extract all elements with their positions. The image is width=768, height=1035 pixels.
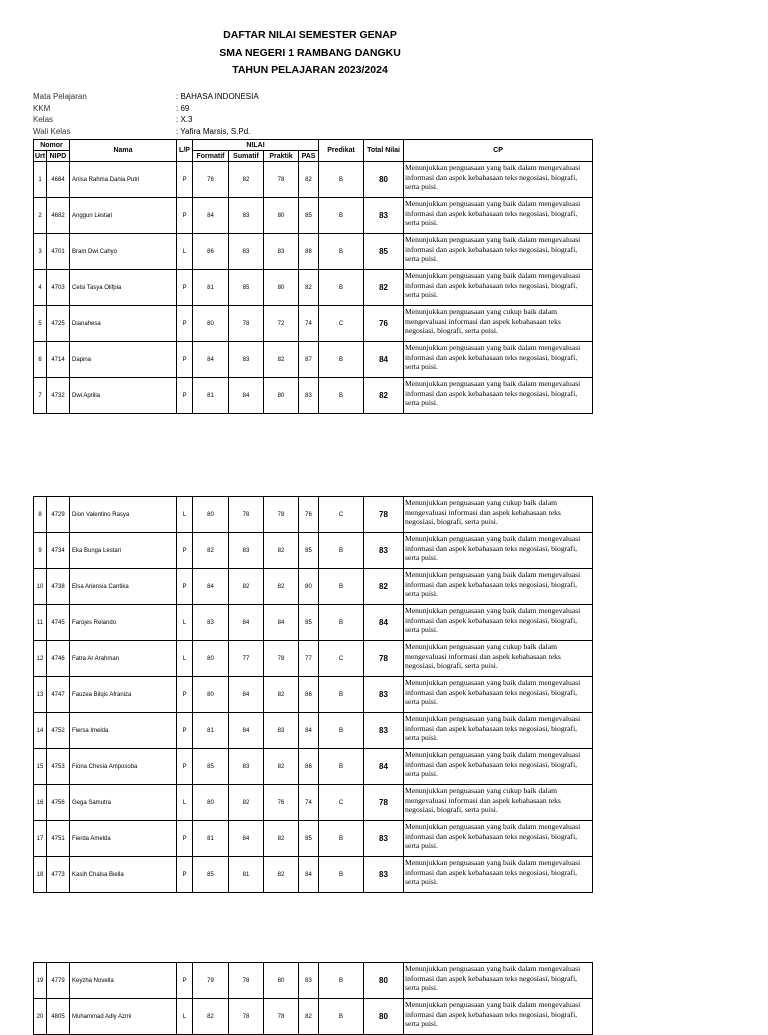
document-title [0,27,620,80]
cell-pas: 85 [299,198,319,234]
cell-nipd: 4751 [47,821,70,857]
cell-lp: P [177,342,193,378]
cell-sumatif: 83 [229,234,264,270]
student-row [34,497,593,533]
cell-cp [404,306,593,342]
cell-sumatif: 78 [229,963,264,999]
cell-pas: 76 [299,497,319,533]
meta-info [33,91,259,137]
cell-total-nilai: 82 [364,569,404,605]
cell-total-nilai: 84 [364,605,404,641]
cell-cp [404,378,593,414]
cell-urt: 5 [34,306,47,342]
cell-nama: Gega Samutra [70,785,177,821]
cp-text: Menunjukkan penguasaan yang baik dalam mengevaluasi informasi dan aspek kebahasaan teks negosiasi, biografi, serta puisi. [405,606,581,635]
cell-sumatif: 78 [229,497,264,533]
cell-predikat: B [319,270,364,306]
cell-urt: 20 [34,999,47,1035]
cell-nipd: 4747 [47,677,70,713]
cell-predikat: B [319,821,364,857]
cell-total-nilai: 78 [364,641,404,677]
cell-pas: 77 [299,641,319,677]
cell-urt: 9 [34,533,47,569]
cell-cp [404,342,593,378]
meta-value: : BAHASA INDONESIA [176,92,259,101]
cell-pas: 82 [299,999,319,1035]
cp-text: Menunjukkan penguasaan yang baik dalam mengevaluasi informasi dan aspek kebahasaan teks negosiasi, biografi, serta puisi. [405,271,581,300]
header-lp: L/P [177,140,193,162]
cell-sumatif: 82 [229,569,264,605]
cell-sumatif: 83 [229,749,264,785]
cp-text: Menunjukkan penguasaan yang baik dalam mengevaluasi informasi dan aspek kebahasaan teks negosiasi, biografi, serta puisi. [405,822,581,851]
cell-predikat: B [319,713,364,749]
cell-urt: 4 [34,270,47,306]
cell-urt: 2 [34,198,47,234]
cell-praktik: 82 [264,342,299,378]
cell-predikat: B [319,857,364,893]
cell-nama: Anisa Rahma Dania Putri [70,162,177,198]
cell-total-nilai: 85 [364,234,404,270]
cell-pas: 86 [299,677,319,713]
cp-text: Menunjukkan penguasaan yang baik dalam mengevaluasi informasi dan aspek kebahasaan teks negosiasi, biografi, serta puisi. [405,964,581,993]
cell-lp: P [177,270,193,306]
cell-praktik: 80 [264,378,299,414]
cell-pas: 82 [299,162,319,198]
cell-pas: 74 [299,785,319,821]
header-cp: CP [404,140,593,162]
cell-cp [404,713,593,749]
cell-cp [404,999,593,1035]
cell-total-nilai: 83 [364,857,404,893]
cell-nama: Bram Dwi Cahyo [70,234,177,270]
cell-pas: 88 [299,234,319,270]
student-row [34,677,593,713]
cell-nipd: 4701 [47,234,70,270]
cell-nama: Anggun Lestari [70,198,177,234]
cell-sumatif: 85 [229,270,264,306]
cell-predikat: B [319,533,364,569]
cell-lp: L [177,785,193,821]
cell-praktik: 80 [264,198,299,234]
cp-text: Menunjukkan penguasaan yang baik dalam mengevaluasi informasi dan aspek kebahasaan teks negosiasi, biografi, serta puisi. [405,379,581,408]
grade-table [33,139,593,414]
cell-nipd: 4734 [47,533,70,569]
cell-formatif: 80 [193,785,229,821]
cp-text: Menunjukkan penguasaan yang baik dalam mengevaluasi informasi dan aspek kebahasaan teks negosiasi, biografi, serta puisi. [405,678,581,707]
student-row [34,605,593,641]
cell-cp [404,785,593,821]
cell-predikat: C [319,306,364,342]
cell-lp: P [177,533,193,569]
cell-sumatif: 78 [229,999,264,1035]
student-row [34,306,593,342]
student-row [34,749,593,785]
cell-total-nilai: 80 [364,162,404,198]
student-row [34,785,593,821]
cell-nama: Dapina [70,342,177,378]
cell-predikat: B [319,569,364,605]
cell-predikat: C [319,785,364,821]
cell-pas: 85 [299,533,319,569]
cell-praktik: 82 [264,749,299,785]
cell-sumatif: 83 [229,533,264,569]
cell-formatif: 84 [193,342,229,378]
cell-predikat: B [319,999,364,1035]
cell-nipd: 4756 [47,785,70,821]
cell-formatif: 83 [193,605,229,641]
cell-nama: Dion Valentino Rasya [70,497,177,533]
cell-nipd: 4753 [47,749,70,785]
cell-sumatif: 77 [229,641,264,677]
cell-lp: P [177,713,193,749]
cell-predikat: B [319,378,364,414]
cell-predikat: B [319,677,364,713]
cell-pas: 84 [299,713,319,749]
student-row [34,569,593,605]
cp-text: Menunjukkan penguasaan yang baik dalam mengevaluasi informasi dan aspek kebahasaan teks negosiasi, biografi, serta puisi. [405,1000,581,1029]
cell-nama: Kasih Chalsa Biella [70,857,177,893]
cell-nipd: 4738 [47,569,70,605]
cell-lp: P [177,857,193,893]
cell-lp: P [177,821,193,857]
cp-text: Menunjukkan penguasaan yang cukup baik dalam mengevaluasi informasi dan aspek kebahasaan teks negosiasi, biografi, serta puisi. [405,642,561,671]
cp-text: Menunjukkan penguasaan yang baik dalam mengevaluasi informasi dan aspek kebahasaan teks negosiasi, biografi, serta puisi. [405,163,581,192]
cell-lp: P [177,198,193,234]
cell-total-nilai: 78 [364,497,404,533]
cell-cp [404,569,593,605]
cell-urt: 17 [34,821,47,857]
cell-praktik: 80 [264,963,299,999]
cp-text: Menunjukkan penguasaan yang baik dalam mengevaluasi informasi dan aspek kebahasaan teks negosiasi, biografi, serta puisi. [405,714,581,743]
cp-text: Menunjukkan penguasaan yang cukup baik dalam mengevaluasi informasi dan aspek kebahasaan teks negosiasi, biografi, serta puisi. [405,498,561,527]
meta-label: KKM [33,103,51,113]
cell-lp: P [177,306,193,342]
student-row [34,963,593,999]
header-predikat: Predikat [319,140,364,162]
header-formatif: Formatif [193,151,229,162]
cell-pas: 84 [299,857,319,893]
cell-formatif: 78 [193,162,229,198]
cell-nama: Dwi Aprilia [70,378,177,414]
cell-urt: 13 [34,677,47,713]
cell-cp [404,749,593,785]
cell-lp: P [177,569,193,605]
cell-nipd: 4682 [47,198,70,234]
cell-cp [404,857,593,893]
cell-cp [404,677,593,713]
header-nipd: NIPD [47,151,70,162]
cp-text: Menunjukkan penguasaan yang baik dalam mengevaluasi informasi dan aspek kebahasaan teks negosiasi, biografi, serta puisi. [405,199,581,228]
header-nomor: Nomor [34,140,70,151]
cell-total-nilai: 80 [364,999,404,1035]
cell-cp [404,234,593,270]
cell-total-nilai: 84 [364,749,404,785]
meta-row [33,91,259,103]
cell-total-nilai: 76 [364,306,404,342]
meta-label: Mata Pelajaran [33,92,87,101]
cell-praktik: 83 [264,713,299,749]
cell-nama: Celsi Tasya Olifpia [70,270,177,306]
cell-sumatif: 84 [229,378,264,414]
meta-value: : X.3 [176,115,193,124]
cell-sumatif: 82 [229,162,264,198]
student-row [34,821,593,857]
cell-predikat: B [319,342,364,378]
meta-label: Wali Kelas [33,126,71,136]
cell-urt: 7 [34,378,47,414]
meta-row [33,103,259,115]
cell-praktik: 78 [264,162,299,198]
cp-text: Menunjukkan penguasaan yang baik dalam mengevaluasi informasi dan aspek kebahasaan teks negosiasi, biografi, serta puisi. [405,858,581,887]
cell-predikat: B [319,963,364,999]
cell-praktik: 78 [264,641,299,677]
cell-total-nilai: 84 [364,342,404,378]
cell-cp [404,963,593,999]
header-total-nilai: Total Nilai [364,140,404,162]
student-row [34,198,593,234]
cell-formatif: 81 [193,821,229,857]
cell-praktik: 82 [264,569,299,605]
cell-nama: Fatra Ar Arahman [70,641,177,677]
title-line-1: DAFTAR NILAI SEMESTER GENAP [223,29,397,41]
cell-pas: 86 [299,749,319,785]
cell-sumatif: 84 [229,677,264,713]
cp-text: Menunjukkan penguasaan yang baik dalam mengevaluasi informasi dan aspek kebahasaan teks negosiasi, biografi, serta puisi. [405,750,581,779]
cell-urt: 3 [34,234,47,270]
cp-text: Menunjukkan penguasaan yang baik dalam mengevaluasi informasi dan aspek kebahasaan teks negosiasi, biografi, serta puisi. [405,534,581,563]
meta-value: : 69 [176,103,190,113]
cell-cp [404,605,593,641]
cell-praktik: 80 [264,270,299,306]
cell-cp [404,198,593,234]
cell-sumatif: 83 [229,342,264,378]
cell-praktik: 82 [264,677,299,713]
cell-urt: 11 [34,605,47,641]
cell-lp: L [177,999,193,1035]
cell-praktik: 78 [264,999,299,1035]
student-row [34,857,593,893]
cell-pas: 85 [299,821,319,857]
grade-table [33,496,593,893]
student-row [34,378,593,414]
cell-praktik: 82 [264,533,299,569]
cell-sumatif: 84 [229,713,264,749]
student-row [34,234,593,270]
cell-lp: L [177,641,193,677]
cell-lp: L [177,234,193,270]
cell-predikat: B [319,162,364,198]
cell-predikat: C [319,497,364,533]
cell-urt: 1 [34,162,47,198]
grade-table [33,962,593,1035]
cell-nipd: 4714 [47,342,70,378]
cell-sumatif: 84 [229,821,264,857]
cell-pas: 87 [299,342,319,378]
cell-pas: 83 [299,963,319,999]
cell-predikat: B [319,234,364,270]
cell-pas: 85 [299,605,319,641]
cell-cp [404,821,593,857]
cell-lp: P [177,162,193,198]
cell-nama: Elsa Ariensia Cantika [70,569,177,605]
cell-total-nilai: 83 [364,713,404,749]
cell-urt: 14 [34,713,47,749]
cell-sumatif: 82 [229,785,264,821]
meta-row [33,114,259,126]
student-row [34,270,593,306]
cell-nama: Muhammad Adly Azmi [70,999,177,1035]
cell-total-nilai: 83 [364,677,404,713]
cp-text: Menunjukkan penguasaan yang cukup baik dalam mengevaluasi informasi dan aspek kebahasaan teks negosiasi, biografi, serta puisi. [405,786,561,815]
student-row [34,713,593,749]
cell-pas: 80 [299,569,319,605]
cell-urt: 6 [34,342,47,378]
cell-formatif: 85 [193,749,229,785]
cell-nipd: 4725 [47,306,70,342]
cell-lp: P [177,677,193,713]
cell-praktik: 83 [264,234,299,270]
cell-nipd: 4729 [47,497,70,533]
cell-nama: Fiona Chesia Amposoba [70,749,177,785]
meta-value: : Yafira Marsis, S.Pd. [176,126,251,136]
student-row [34,162,593,198]
cell-praktik: 72 [264,306,299,342]
cell-urt: 16 [34,785,47,821]
cell-lp: P [177,378,193,414]
cell-formatif: 81 [193,713,229,749]
cp-text: Menunjukkan penguasaan yang baik dalam mengevaluasi informasi dan aspek kebahasaan teks negosiasi, biografi, serta puisi. [405,570,581,599]
cell-total-nilai: 83 [364,198,404,234]
cp-text: Menunjukkan penguasaan yang baik dalam mengevaluasi informasi dan aspek kebahasaan teks negosiasi, biografi, serta puisi. [405,343,581,372]
cp-text: Menunjukkan penguasaan yang baik dalam mengevaluasi informasi dan aspek kebahasaan teks negosiasi, biografi, serta puisi. [405,235,581,264]
cell-formatif: 80 [193,677,229,713]
header-nilai: NILAI [193,140,319,151]
cell-nipd: 4752 [47,713,70,749]
cell-total-nilai: 82 [364,270,404,306]
cell-nipd: 4773 [47,857,70,893]
cell-cp [404,641,593,677]
cell-nipd: 4746 [47,641,70,677]
cell-predikat: B [319,749,364,785]
cell-total-nilai: 78 [364,785,404,821]
cell-pas: 74 [299,306,319,342]
cell-sumatif: 81 [229,857,264,893]
cell-formatif: 80 [193,306,229,342]
cell-predikat: B [319,605,364,641]
cell-lp: L [177,605,193,641]
cell-urt: 18 [34,857,47,893]
cell-predikat: B [319,198,364,234]
cp-text: Menunjukkan penguasaan yang cukup baik dalam mengevaluasi informasi dan aspek kebahasaan teks negosiasi, biografi, serta puisi. [405,307,561,336]
cell-lp: P [177,749,193,785]
cell-urt: 15 [34,749,47,785]
cell-cp [404,270,593,306]
cell-formatif: 80 [193,641,229,677]
cell-sumatif: 83 [229,198,264,234]
cell-formatif: 81 [193,378,229,414]
cell-nipd: 4703 [47,270,70,306]
cell-nama: Eka Bunga Lestari [70,533,177,569]
cell-total-nilai: 82 [364,378,404,414]
cell-formatif: 84 [193,198,229,234]
cell-formatif: 81 [193,270,229,306]
cell-cp [404,533,593,569]
cell-nama: Fierda Amelda [70,821,177,857]
cell-total-nilai: 83 [364,533,404,569]
cell-formatif: 82 [193,533,229,569]
title-line-2: SMA NEGERI 1 RAMBANG DANGKU [219,46,401,59]
cell-pas: 82 [299,270,319,306]
cell-nipd: 4684 [47,162,70,198]
cell-formatif: 82 [193,999,229,1035]
cell-sumatif: 84 [229,605,264,641]
meta-row [33,126,259,138]
cell-lp: L [177,497,193,533]
cell-urt: 10 [34,569,47,605]
cell-predikat: C [319,641,364,677]
cell-nipd: 4732 [47,378,70,414]
cell-sumatif: 78 [229,306,264,342]
cell-nama: Fauzea Bilqis Afraniza [70,677,177,713]
cell-cp [404,497,593,533]
cell-urt: 8 [34,497,47,533]
cell-total-nilai: 83 [364,821,404,857]
student-row [34,999,593,1035]
cell-nama: Dianahesa [70,306,177,342]
cell-nama: Keyzha Novella [70,963,177,999]
header-nama: Nama [70,140,177,162]
cell-urt: 12 [34,641,47,677]
cell-praktik: 84 [264,605,299,641]
title-line-3: TAHUN PELAJARAN 2023/2024 [232,64,388,76]
cell-formatif: 86 [193,234,229,270]
cell-nama: Farojes Relando [70,605,177,641]
header-praktik: Praktik [264,151,299,162]
meta-label: Kelas [33,115,54,124]
cell-pas: 83 [299,378,319,414]
student-row [34,342,593,378]
cell-formatif: 79 [193,963,229,999]
cell-nipd: 4805 [47,999,70,1035]
cell-formatif: 84 [193,569,229,605]
cell-formatif: 80 [193,497,229,533]
cell-formatif: 85 [193,857,229,893]
header-urt: Urt [34,152,46,160]
header-sumatif: Sumatif [229,151,264,162]
cell-lp: P [177,963,193,999]
student-row [34,533,593,569]
cell-nipd: 4779 [47,963,70,999]
cell-cp [404,162,593,198]
cell-praktik: 82 [264,857,299,893]
student-row [34,641,593,677]
header-pas: PAS [299,151,319,162]
cell-praktik: 76 [264,785,299,821]
cell-total-nilai: 80 [364,963,404,999]
cell-praktik: 82 [264,821,299,857]
cell-urt: 19 [34,963,47,999]
cell-nipd: 4745 [47,605,70,641]
cell-praktik: 78 [264,497,299,533]
cell-nama: Fiersa Imelda [70,713,177,749]
